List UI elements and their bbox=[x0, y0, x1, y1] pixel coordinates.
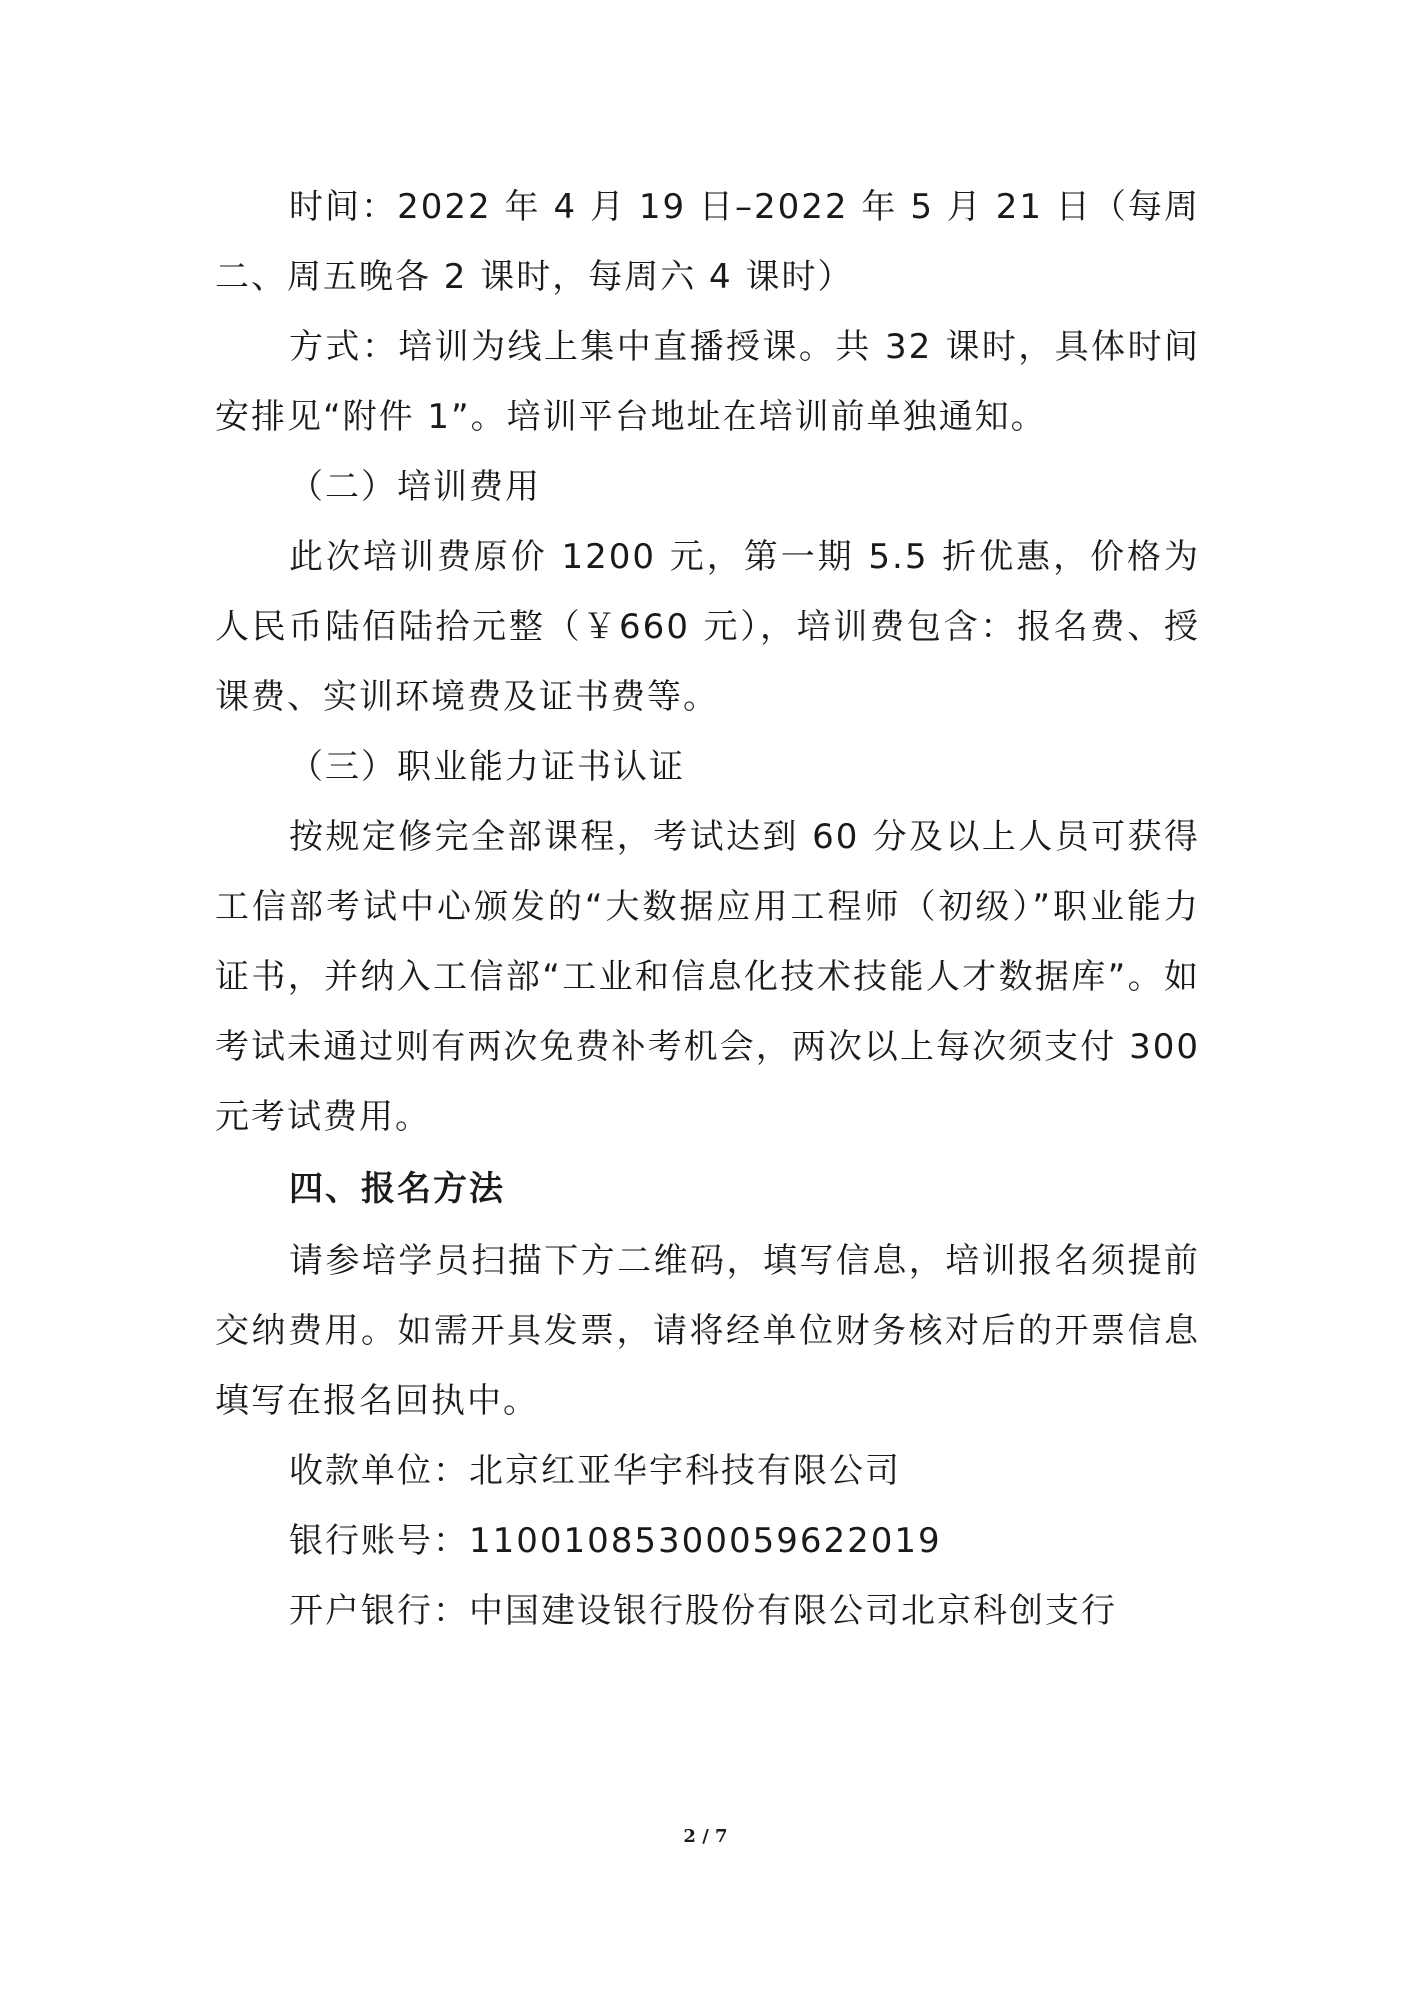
payee-paragraph: 收款单位：北京红亚华宇科技有限公司 bbox=[289, 1451, 901, 1491]
page-number: 2 / 7 bbox=[683, 1826, 728, 1847]
section-certificate-heading: （三）职业能力证书认证 bbox=[289, 747, 685, 787]
certificate-paragraph: 按规定修完全部课程，考试达到 60 分及以上人员可获得工信部考试中心颁发的“大数据应用工程师（初级）”职业能力证书，并纳入工信部“工业和信息化技术技能人才数据库”。如考试未通过则有两次免费补考机会，两次以上每次须支付 300 元考试费用。 bbox=[215, 817, 1200, 1137]
section-registration-heading: 四、报名方法 bbox=[289, 1169, 505, 1209]
training-fee-paragraph: 此次培训费原价 1200 元，第一期 5.5 折优惠，价格为人民币陆佰陆拾元整（￥660 元），培训费包含：报名费、授课费、实训环境费及证书费等。 bbox=[215, 537, 1200, 717]
training-method-paragraph: 方式：培训为线上集中直播授课。共 32 课时，具体时间安排见“附件 1”。培训平台地址在培训前单独通知。 bbox=[215, 327, 1200, 437]
section-training-fee-heading: （二）培训费用 bbox=[289, 467, 541, 507]
registration-paragraph: 请参培学员扫描下方二维码，填写信息，培训报名须提前交纳费用。如需开具发票，请将经单位财务核对后的开票信息填写在报名回执中。 bbox=[215, 1241, 1200, 1421]
document-body bbox=[215, 172, 1200, 1646]
training-time-paragraph: 时间：2022 年 4 月 19 日–2022 年 5 月 21 日（每周二、周五晚各 2 课时，每周六 4 课时） bbox=[215, 187, 1200, 297]
bank-account-paragraph: 银行账号：11001085300059622019 bbox=[289, 1521, 942, 1561]
bank-name-paragraph: 开户银行：中国建设银行股份有限公司北京科创支行 bbox=[289, 1591, 1117, 1631]
